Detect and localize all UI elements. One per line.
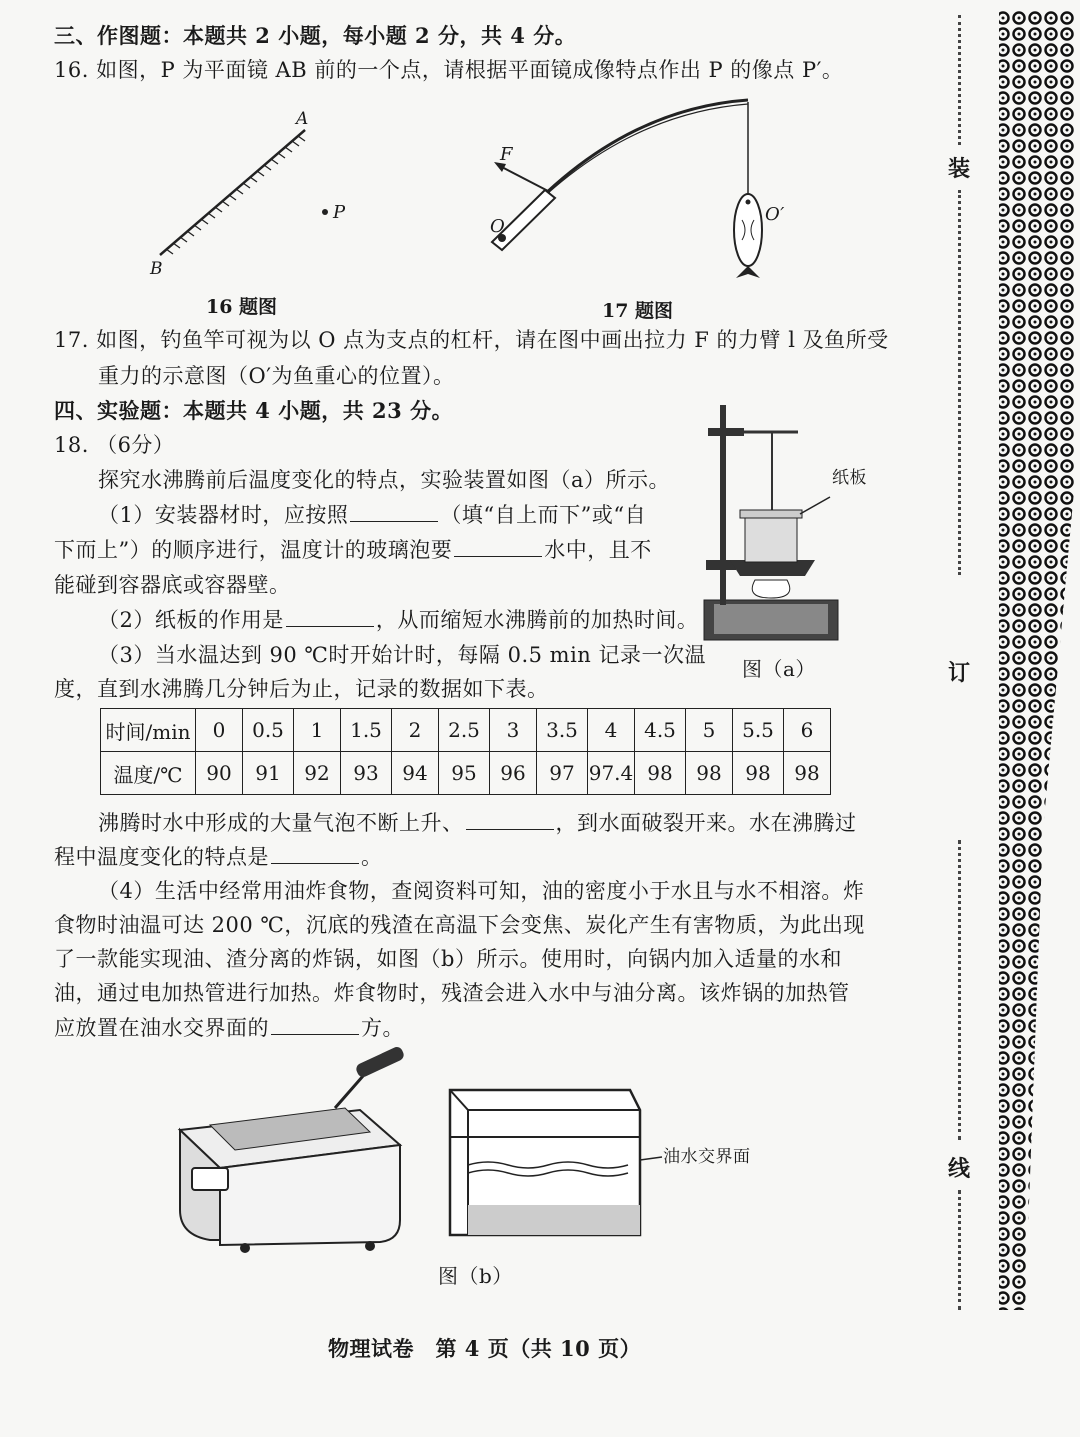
label-p: P	[333, 202, 346, 223]
table-cell: 2	[392, 709, 439, 752]
answer-blank-6[interactable]	[271, 1014, 359, 1035]
label-a: A	[296, 109, 309, 129]
figure-b-cross-section	[440, 1075, 650, 1250]
figure-17-fishing-rod	[480, 90, 800, 290]
table-cell: 92	[294, 752, 341, 795]
figure-a-apparatus	[700, 400, 860, 650]
figure-a-caption: 图（a）	[742, 657, 816, 681]
q18-part1-line2: 下而上”）的顺序进行，温度计的玻璃泡要 水中，且不	[54, 538, 652, 562]
table-cell: 91	[243, 752, 294, 795]
answer-blank-1[interactable]	[350, 501, 438, 522]
table-cell: 6	[784, 709, 831, 752]
q18-part3-line1: （3）当水温达到 90 ℃时开始计时，每隔 0.5 min 记录一次温	[98, 643, 707, 667]
table-cell: 93	[341, 752, 392, 795]
binding-dotted-line	[958, 1190, 961, 1310]
q18-part4-line2: 食物时油温可达 200 ℃，沉底的残渣在高温下会变焦、炭化产生有害物质，为此出现	[54, 913, 865, 937]
figure-b-label-interface: 油水交界面	[663, 1147, 751, 1167]
answer-blank-4[interactable]	[466, 809, 554, 830]
q18-part3-line2: 度，直到水沸腾几分钟后为止，记录的数据如下表。	[54, 677, 549, 701]
binding-dotted-line	[958, 190, 961, 575]
label-o: O	[490, 216, 506, 237]
temperature-data-table	[100, 708, 831, 795]
table-cell: 98	[733, 752, 784, 795]
table-cell: 1	[294, 709, 341, 752]
binding-dotted-line	[958, 15, 961, 145]
q18-part1-line1: （1）安装器材时，应按照 （填“自上而下”或“自	[98, 503, 647, 527]
table-header-temperature: 温度/℃	[101, 752, 196, 795]
section-3-heading: 三、作图题：本题共 2 小题，每小题 2 分，共 4 分。	[54, 23, 577, 48]
table-cell: 95	[439, 752, 490, 795]
binding-edge-pattern	[995, 10, 1075, 1310]
q18-part4-line4: 油，通过电加热管进行加热。炸食物时，残渣会进入水中与油分离。该炸锅的加热管	[54, 981, 850, 1005]
table-cell: 4.5	[635, 709, 686, 752]
table-cell: 2.5	[439, 709, 490, 752]
section-4-heading: 四、实验题：本题共 4 小题，共 23 分。	[54, 398, 454, 423]
question-18-intro: 探究水沸腾前后温度变化的特点，实验装置如图（a）所示。	[98, 468, 671, 492]
table-cell: 97.4	[588, 752, 635, 795]
answer-blank-2[interactable]	[454, 536, 542, 557]
table-cell: 5	[686, 709, 733, 752]
binding-dotted-line	[958, 840, 961, 1140]
table-cell: 5.5	[733, 709, 784, 752]
label-b: B	[150, 259, 163, 279]
table-cell: 3.5	[537, 709, 588, 752]
q18-part4-line5: 应放置在油水交界面的 方。	[54, 1016, 404, 1040]
table-header-time: 时间/min	[101, 709, 196, 752]
question-17-line2: 重力的示意图（O′为鱼重心的位置）。	[98, 364, 455, 388]
q18-part3-line4: 程中温度变化的特点是 。	[54, 845, 383, 869]
question-16-text: 16. 如图，P 为平面镜 AB 前的一个点，请根据平面镜成像特点作出 P 的像点 P′。	[54, 58, 844, 82]
table-cell: 4	[588, 709, 635, 752]
figure-17-caption: 17 题图	[602, 300, 674, 322]
answer-blank-5[interactable]	[271, 843, 359, 864]
table-cell: 0	[196, 709, 243, 752]
figure-b-fryer	[170, 1050, 420, 1260]
binding-char-ding: 订	[948, 660, 971, 686]
label-f: F	[500, 144, 513, 165]
figure-16-caption: 16 题图	[206, 296, 278, 318]
table-cell: 98	[784, 752, 831, 795]
table-cell: 98	[686, 752, 733, 795]
table-cell: 3	[490, 709, 537, 752]
q18-part4-line3: 了一款能实现油、渣分离的炸锅，如图（b）所示。使用时，向锅内加入适量的水和	[54, 947, 842, 971]
page-footer: 物理试卷 第 4 页（共 10 页）	[328, 1336, 642, 1361]
binding-char-xian: 线	[948, 1156, 971, 1182]
fish-icon	[734, 194, 762, 278]
q18-part2: （2）纸板的作用是 ，从而缩短水沸腾前的加热时间。	[98, 608, 699, 632]
table-cell: 98	[635, 752, 686, 795]
figure-16-mirror	[130, 105, 370, 285]
q18-part1-line3: 能碰到容器底或容器壁。	[54, 573, 291, 597]
table-cell: 0.5	[243, 709, 294, 752]
binding-char-zhuang: 装	[948, 156, 971, 182]
table-row-temperature	[101, 752, 831, 795]
table-cell: 90	[196, 752, 243, 795]
table-cell: 94	[392, 752, 439, 795]
figure-b-caption: 图（b）	[438, 1264, 513, 1288]
figure-a-label-paperboard: 纸板	[832, 468, 867, 488]
question-18-number: 18. （6分）	[54, 433, 175, 457]
table-row-time	[101, 709, 831, 752]
question-17-line1: 17. 如图，钓鱼竿可视为以 O 点为支点的杠杆，请在图中画出拉力 F 的力臂 l 及鱼所受	[54, 328, 889, 352]
q18-part4-line1: （4）生活中经常用油炸食物，查阅资料可知，油的密度小于水且与水不相溶。炸	[98, 879, 865, 903]
table-cell: 97	[537, 752, 588, 795]
table-cell: 1.5	[341, 709, 392, 752]
table-cell: 96	[490, 752, 537, 795]
answer-blank-3[interactable]	[286, 606, 374, 627]
q18-part3-line3: 沸腾时水中形成的大量气泡不断上升、 ，到水面破裂开来。水在沸腾过	[98, 811, 857, 835]
label-o-prime: O′	[765, 204, 785, 225]
